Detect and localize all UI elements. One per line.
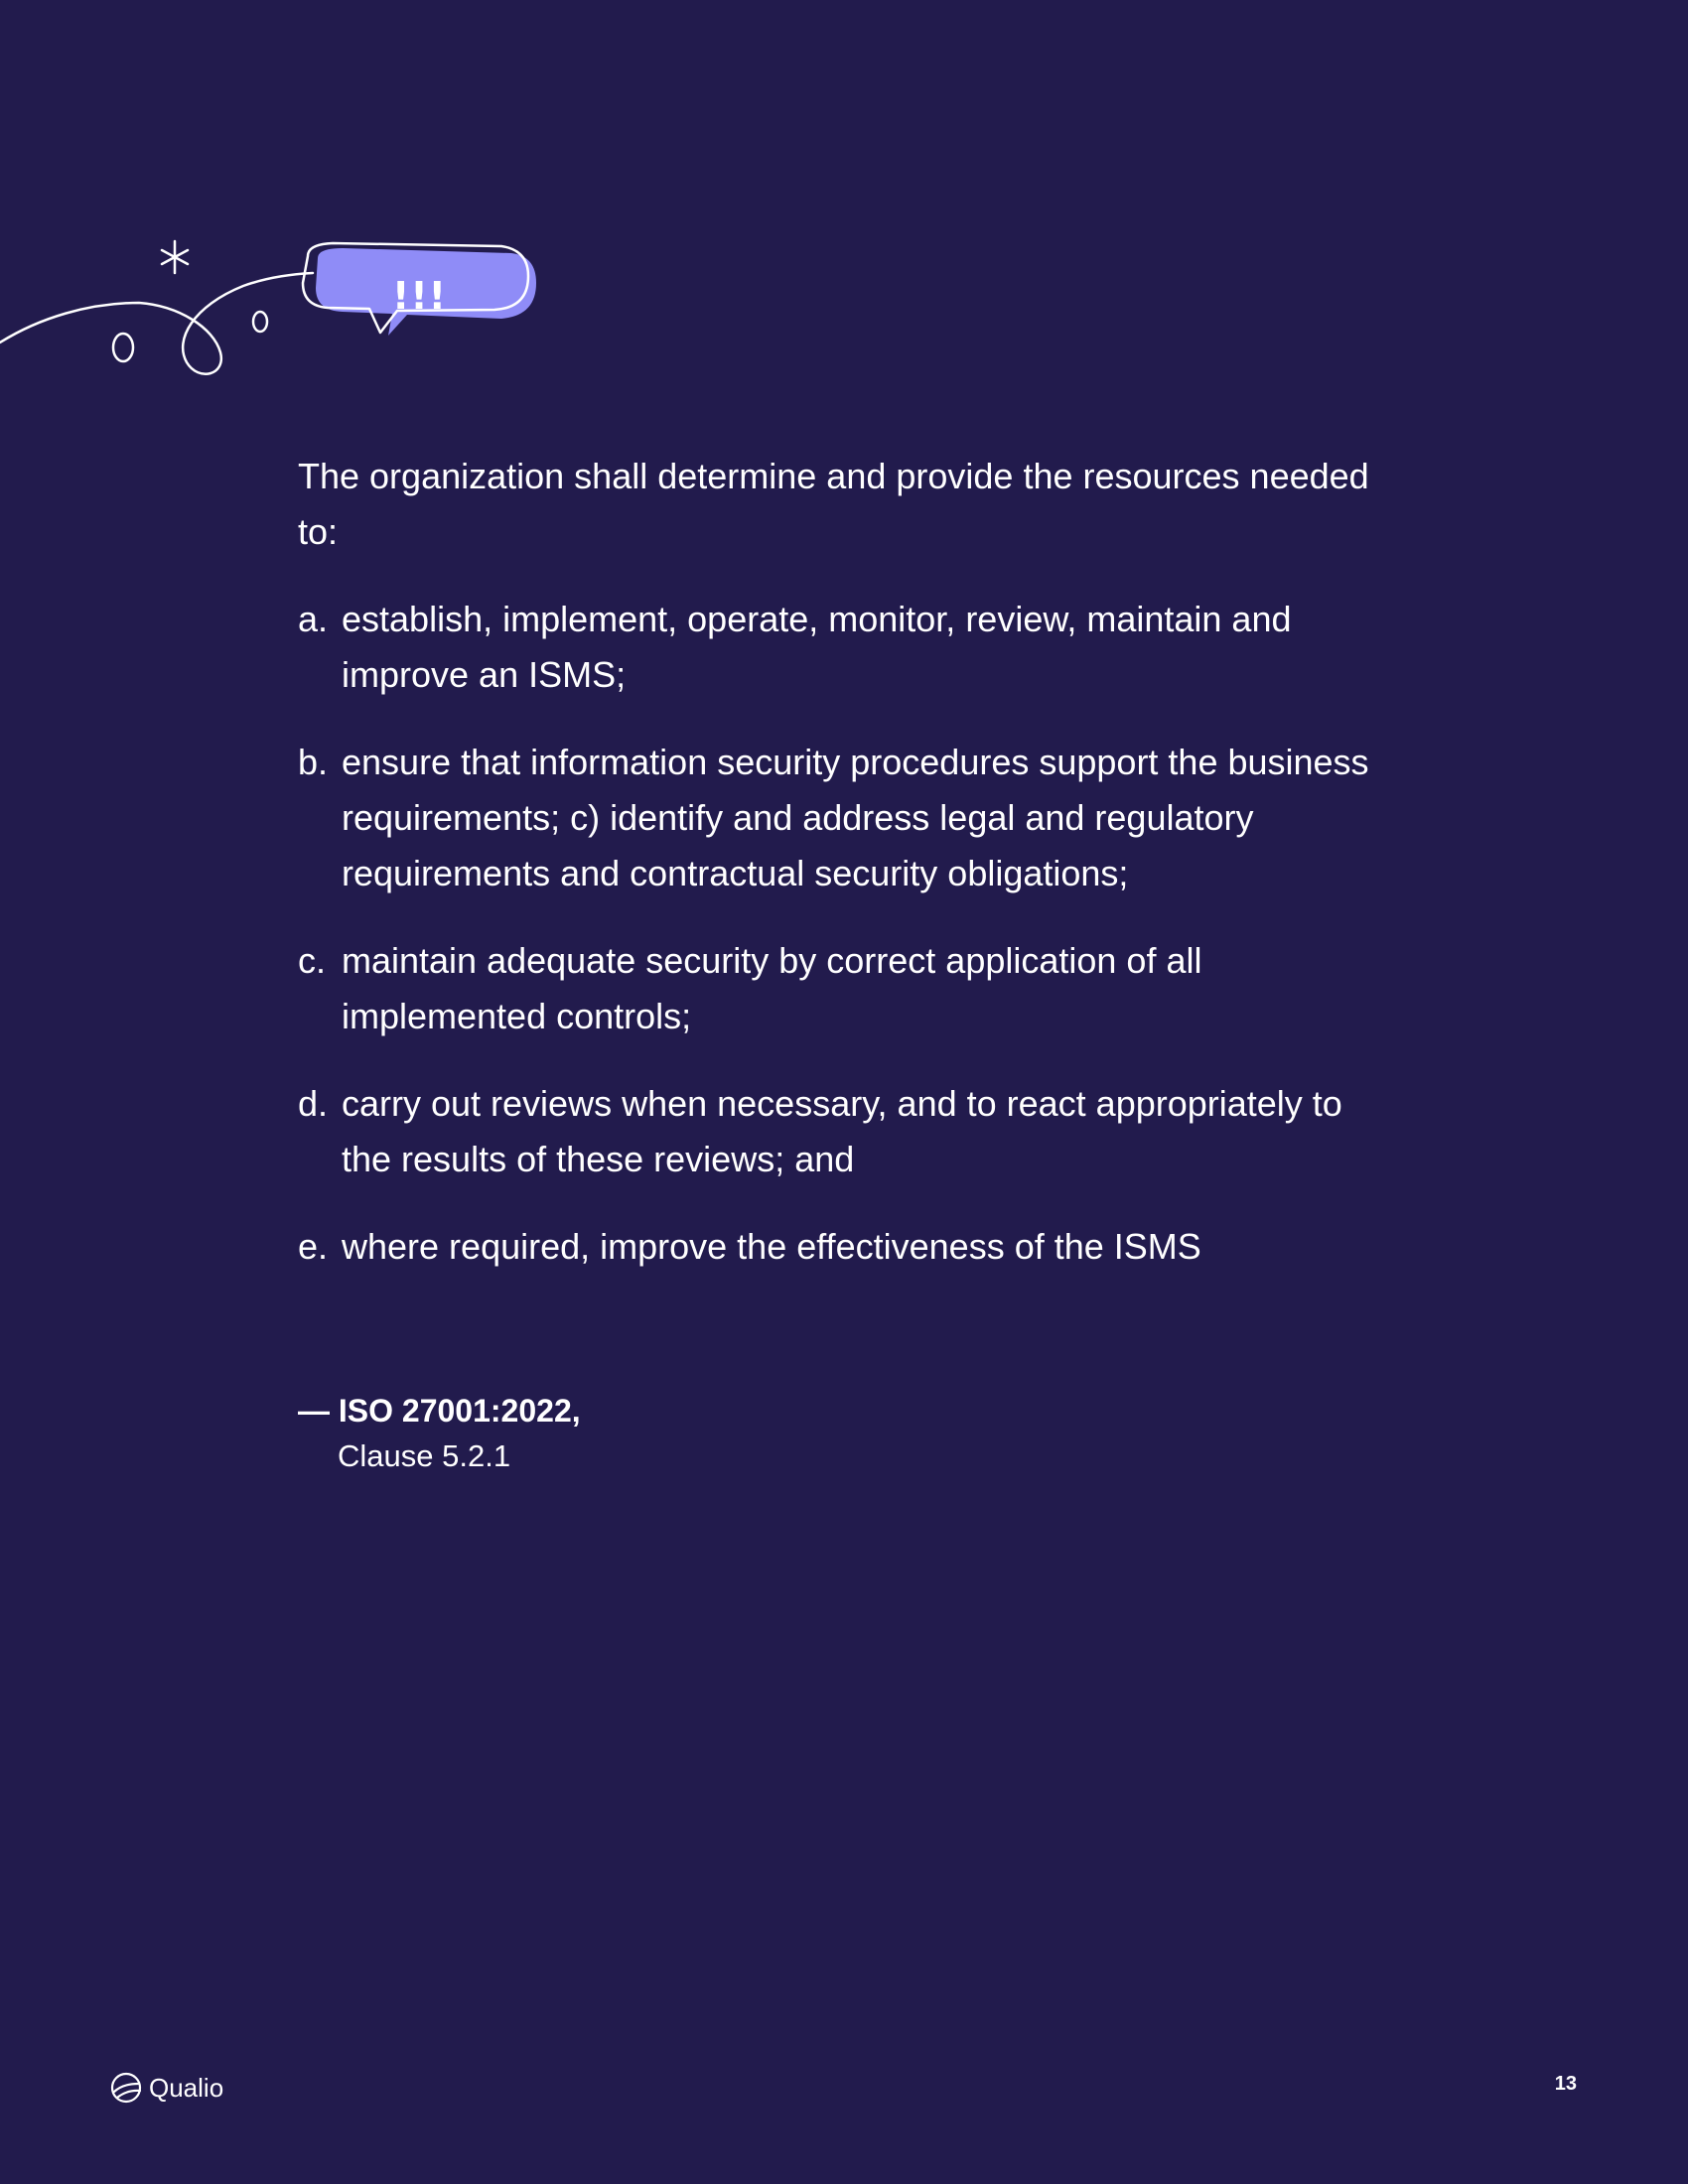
- list-item-text: maintain adequate security by correct application of all implemented controls;: [342, 940, 1202, 1036]
- main-content: [298, 449, 1390, 1306]
- brand-name: Qualio: [149, 2072, 224, 2103]
- callout-glyph: !!!: [392, 274, 447, 318]
- list-item: [298, 1076, 1390, 1187]
- sparkle-icon: [162, 241, 188, 273]
- list-marker: b.: [298, 742, 329, 782]
- citation-clause: Clause 5.2.1: [338, 1438, 511, 1473]
- speech-bubble-decoration: [0, 228, 556, 387]
- list-item: [298, 1219, 1390, 1275]
- list-item-text: ensure that information security procedures support the business requirements; c) identify and address legal and regulatory requirements and contractual security obligations;: [342, 742, 1369, 893]
- list-item: [298, 933, 1390, 1044]
- list-item-text: establish, implement, operate, monitor, review, maintain and improve an ISMS;: [342, 599, 1292, 695]
- qualio-logo-icon: [109, 2071, 143, 2105]
- citation: [298, 1388, 581, 1479]
- small-circle: [113, 334, 133, 361]
- list-item: [298, 592, 1390, 703]
- requirements-list: [298, 592, 1390, 1275]
- list-marker: a.: [298, 599, 329, 639]
- list-item-text: carry out reviews when necessary, and to react appropriately to the results of these reviews; and: [342, 1083, 1342, 1179]
- list-marker: c.: [298, 940, 327, 981]
- list-marker: e.: [298, 1226, 329, 1267]
- brand-logo: [109, 2071, 223, 2105]
- list-item: [298, 735, 1390, 901]
- citation-source: — ISO 27001:2022,: [298, 1393, 581, 1429]
- intro-paragraph: The organization shall determine and provide the resources needed to:: [298, 456, 1369, 552]
- page-number: 13: [1554, 2073, 1577, 2095]
- list-item-text: where required, improve the effectiveness of the ISMS: [342, 1226, 1201, 1267]
- tiny-circle: [253, 312, 267, 332]
- list-marker: d.: [298, 1083, 329, 1124]
